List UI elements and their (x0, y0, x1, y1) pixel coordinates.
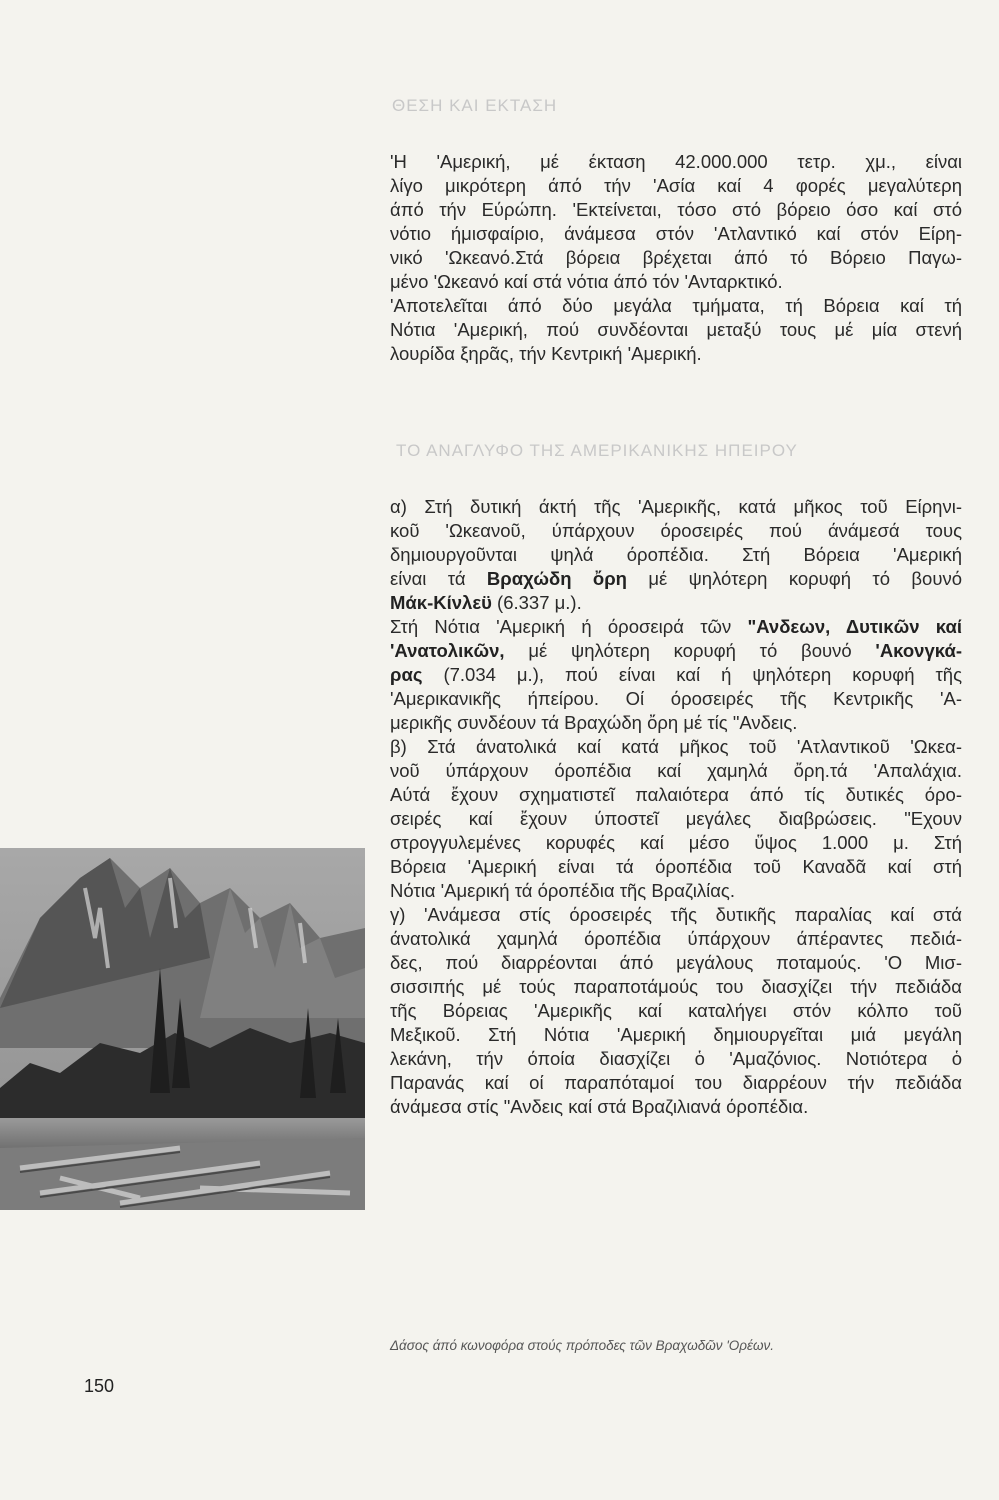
section-text-position-area (390, 150, 962, 366)
text-line: νοῦ ύπάρχουν όροπέδια καί χαμηλά ὄρη.τά 'Απαλάχια. (390, 760, 962, 781)
text-line: λίγο μικρότερη άπό τήν 'Ασία καί 4 φορές μεγαλύτερη (390, 175, 962, 196)
text-line: 'Αποτελεῖται άπό δύο μεγάλα τμήματα, τή Βόρεια καί τή (390, 295, 962, 316)
text-line: άνάμεσα στίς "Ανδεις καί στά Βραζιλιανά όροπέδια. (390, 1096, 809, 1117)
text-line: γ) 'Ανάμεσα στίς όροσειρές τῆς δυτικῆς παραλίας καί στά (390, 904, 962, 925)
text-line: Αύτά ἔχουν σχηματιστεῖ παλαιότερα άπό τίς δυτικές όρο- (390, 784, 962, 805)
text-line: άπό τήν Εύρώπη. 'Εκτείνεται, τόσο στό βόρειο όσο καί στό (390, 199, 962, 220)
text-line: Μεξικοῦ. Στή Νότια 'Αμερική δημιουργεῖται μιά μεγάλη (390, 1024, 962, 1045)
photo-caption: Δάσος άπό κωνοφόρα στούς πρόποδες τῶν Βραχωδῶν 'Ορέων. (390, 1338, 774, 1353)
text-line: σειρές καί ἔχουν ύποστεῖ μεγάλες διαβρώσεις. "Εχουν (390, 808, 962, 829)
text-line: β) Στά άνατολικά καί κατά μῆκος τοῦ 'Ατλαντικοῦ 'Ωκεα- (390, 736, 962, 757)
text-line: νικό 'Ωκεανό.Στά βόρεια βρέχεται άπό τό Βόρειο Παγω- (390, 247, 962, 268)
section-heading-position-area: ΘΕΣΗ ΚΑΙ ΕΚΤΑΣΗ (392, 96, 558, 115)
mountain-forest-photo (0, 848, 365, 1210)
text-line: Στή Νότια 'Αμερική ή όροσειρά τῶν "Ανδεων, Δυτικῶν καί (390, 616, 962, 637)
text-line: τῆς Βόρειας 'Αμερικῆς καί καταλήγει στόν κόλπο τοῦ (390, 1000, 962, 1021)
text-line: λεκάνη, τήν όποία διασχίζει ὁ 'Αμαζόνιος. Νοτιότερα ὁ (390, 1048, 962, 1069)
text-line: α) Στή δυτική άκτή τῆς 'Αμερικῆς, κατά μῆκος τοῦ Είρηνι- (390, 496, 962, 517)
text-line: στρογγυλεμένες κορυφές καί μέσο ὕψος 1.000 μ. Στή (390, 832, 962, 853)
text-line: άνατολικά χαμηλά όροπέδια ύπάρχουν άπέραντες πεδιά- (390, 928, 962, 949)
text-line: νότιο ήμισφαίριο, άνάμεσα στόν 'Ατλαντικό καί στόν Είρη- (390, 223, 962, 244)
text-line: ρας (7.034 μ.), πού είναι καί ή ψηλότερη κορυφή τῆς (390, 664, 962, 685)
text-line: δημιουργοῦνται ψηλά όροπέδια. Στή Βόρεια 'Αμερική (390, 544, 962, 565)
text-line: 'Ανατολικῶν, μέ ψηλότερη κορυφή τό βουνό 'Ακονγκά- (390, 640, 962, 661)
text-line: μερικῆς συνδέουν τά Βραχώδη ὄρη μέ τίς "Ανδεις. (390, 712, 798, 733)
text-line: Μάκ-Κίνλεϋ (6.337 μ.). (390, 592, 582, 613)
text-line: κοῦ 'Ωκεανοῦ, ύπάρχουν όροσειρές πού άνάμεσά τους (390, 520, 962, 541)
text-line: σισσιπής μέ τούς παραποτάμούς του διασχίζει τήν πεδιάδα (390, 976, 962, 997)
text-line: Παρανάς καί οί παραπόταμοί του διαρρέουν τήν πεδιάδα (390, 1072, 962, 1093)
text-line: είναι τά Βραχώδη ὄρη μέ ψηλότερη κορυφή τό βουνό (390, 568, 962, 589)
text-line: δες, πού διαρρέονται άπό μεγάλους ποταμούς. 'Ο Μισ- (390, 952, 962, 973)
section-heading-relief: ΤΟ ΑΝΑΓΛΥΦΟ ΤΗΣ ΑΜΕΡΙΚΑΝΙΚΗΣ ΗΠΕΙΡΟΥ (396, 441, 798, 460)
text-line: Νότια 'Αμερική, πού συνδέονται μεταξύ τους μέ μία στενή (390, 319, 962, 340)
text-line: Βόρεια 'Αμερική είναι τά όροπέδια τοῦ Καναδᾶ καί στή (390, 856, 962, 877)
section-text-relief (390, 495, 962, 1119)
text-line: λουρίδα ξηρᾶς, τήν Κεντρική 'Αμερική. (390, 343, 702, 364)
text-line: μένο 'Ωκεανό καί στά νότια άπό τόν 'Ανταρκτικό. (390, 271, 783, 292)
text-line: Νότια 'Αμερική τά όροπέδια τῆς Βραζιλίας. (390, 880, 735, 901)
text-line: 'Η 'Αμερική, μέ έκταση 42.000.000 τετρ. χμ., είναι (390, 151, 962, 172)
page-number: 150 (84, 1376, 115, 1396)
text-line: 'Αμερικανικῆς ήπείρου. Οί όροσειρές τῆς Κεντρικῆς 'Α- (390, 688, 962, 709)
